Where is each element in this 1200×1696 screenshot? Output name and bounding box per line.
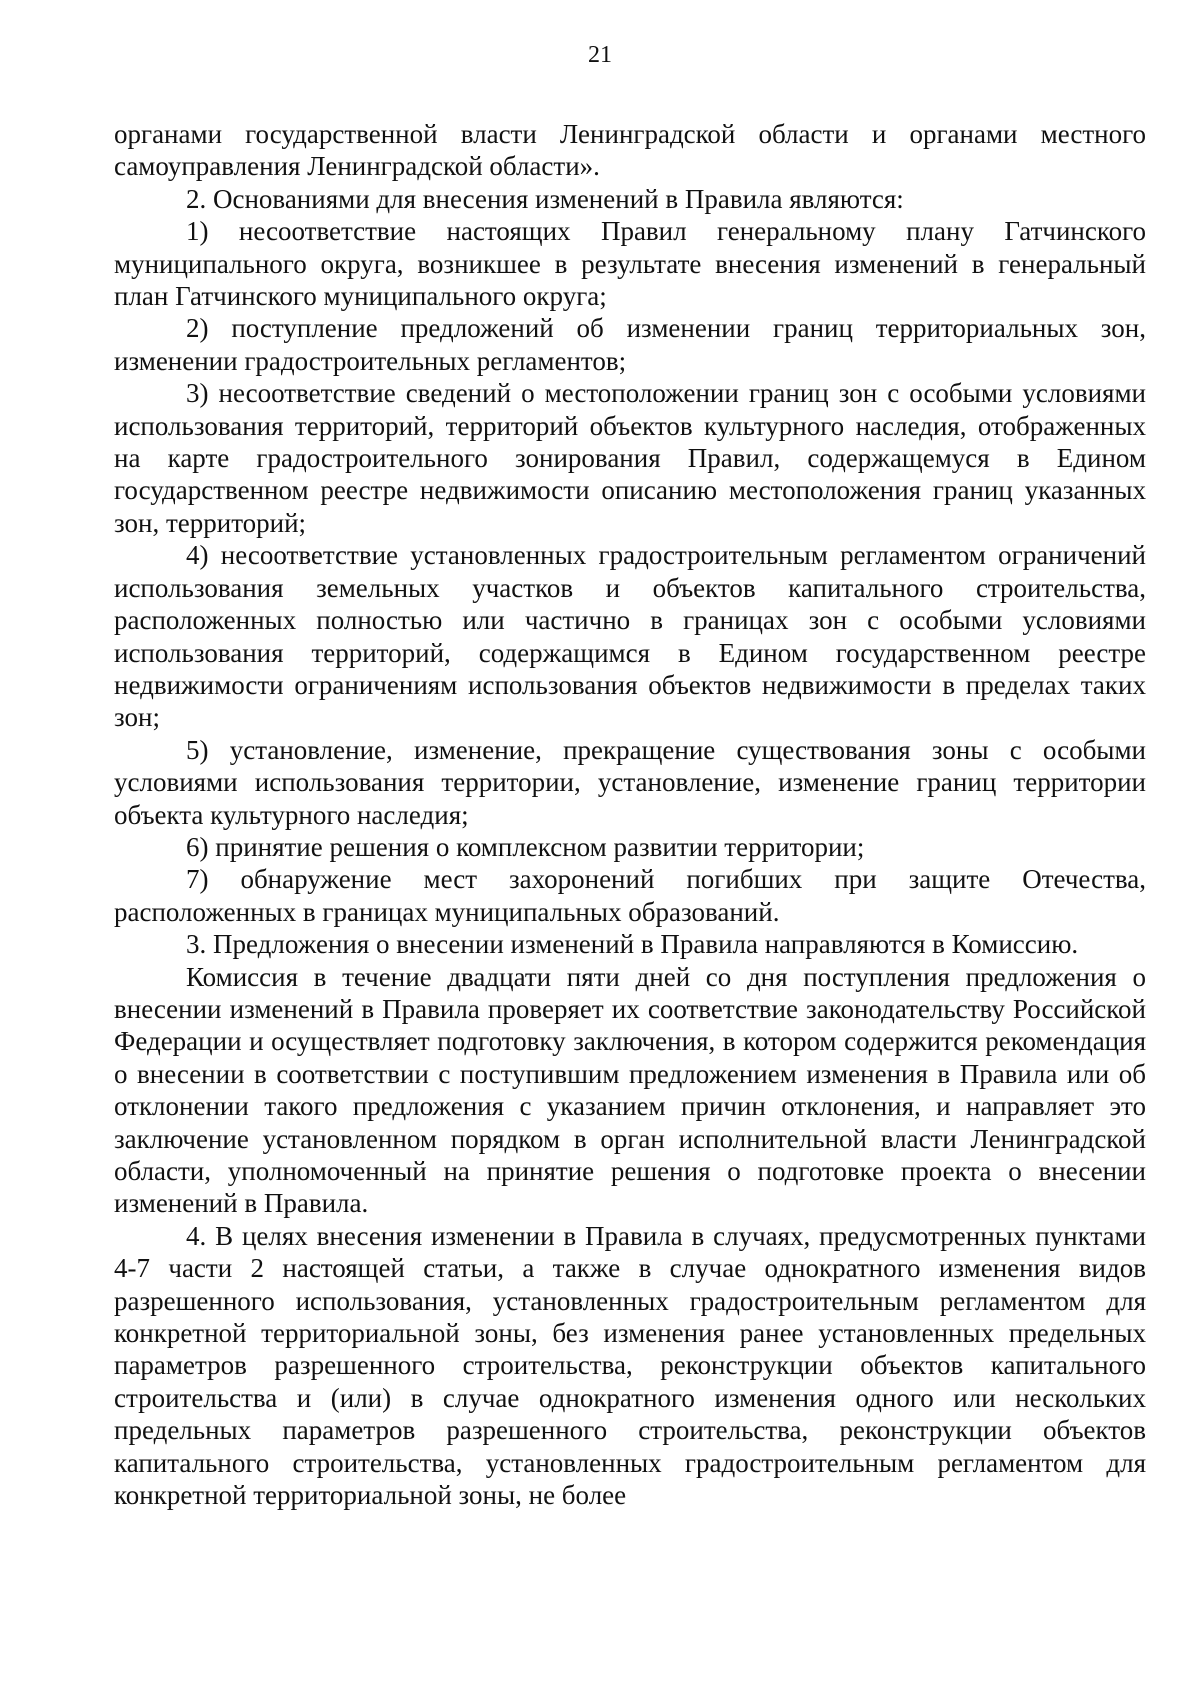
paragraph-continuation: органами государственной власти Ленинградской области и органами местного самоуправления Ленинградской области». <box>114 119 1146 182</box>
list-item-7: 7) обнаружение мест захоронений погибших при защите Отечества, расположенных в границах муниципальных образований. <box>114 864 1146 927</box>
paragraph-section-3: 3. Предложения о внесении изменений в Правила направляются в Комиссию. <box>186 929 1079 960</box>
list-item-3: 3) несоответствие сведений о местоположении границ зон с особыми условиями использования территорий, территорий объектов культурного наследия, отображенных на карте градостроительного зонирования Правил, содержащемуся в Едином государственном реестре недвижимости описанию местоположения границ указанных зон, территорий; <box>114 378 1146 538</box>
list-item-2: 2) поступление предложений об изменении границ территориальных зон, изменении градостроительных регламентов; <box>114 313 1146 376</box>
list-item-5: 5) установление, изменение, прекращение существования зоны с особыми условиями использования территории, установление, изменение границ территории объекта культурного наследия; <box>114 734 1146 830</box>
page-number: 21 <box>588 42 612 68</box>
list-item-4: 4) несоответствие установленных градостроительным регламентом ограничений использования земельных участков и объектов капитального строительства, расположенных полностью или частично в границах зон с особыми условиями использования территорий, содержащимся в Едином государственном реестре недвижимости ограничениям использования объектов недвижимости в пределах таких зон; <box>114 540 1146 733</box>
paragraph-section-4: 4. В целях внесения изменении в Правила в случаях, предусмотренных пунктами 4-7 части 2 настоящей статьи, а также в случае однократного изменения видов разрешенного использования, установленных градостроительным регламентом для конкретной территориальной зоны, без изменения ранее установленных предельных параметров разрешенного строительства, реконструкции объектов капитального строительства и (или) в случае однократного изменения одного или нескольких предельных параметров разрешенного строительства, реконструкции объектов капитального строительства, установленных градостроительным регламентом для конкретной территориальной зоны, не более <box>114 1220 1146 1511</box>
paragraph-commission: Комиссия в течение двадцати пяти дней со дня поступления предложения о внесении изменений в Правила проверяет их соответствие законодательству Российской Федерации и осуществляет подготовку заключения, в котором содержится рекомендация о внесении в соответствии с поступившим предложением изменения в Правила или об отклонении такого предложения с указанием причин отклонения, и направляет это заключение установленном порядком в орган исполнительной власти Ленинградской области, уполномоченный на принятие решения о подготовке проекта о внесении изменений в Правила. <box>114 961 1146 1219</box>
list-item-1: 1) несоответствие настоящих Правил генеральному плану Гатчинского муниципального округа, возникшее в результате внесения изменений в генеральный план Гатчинского муниципального округа; <box>114 216 1146 312</box>
list-item-6: 6) принятие решения о комплексном развитии территории; <box>186 831 865 862</box>
body-text <box>114 118 1146 1511</box>
paragraph-section-2: 2. Основаниями для внесения изменений в Правила являются: <box>186 183 904 214</box>
